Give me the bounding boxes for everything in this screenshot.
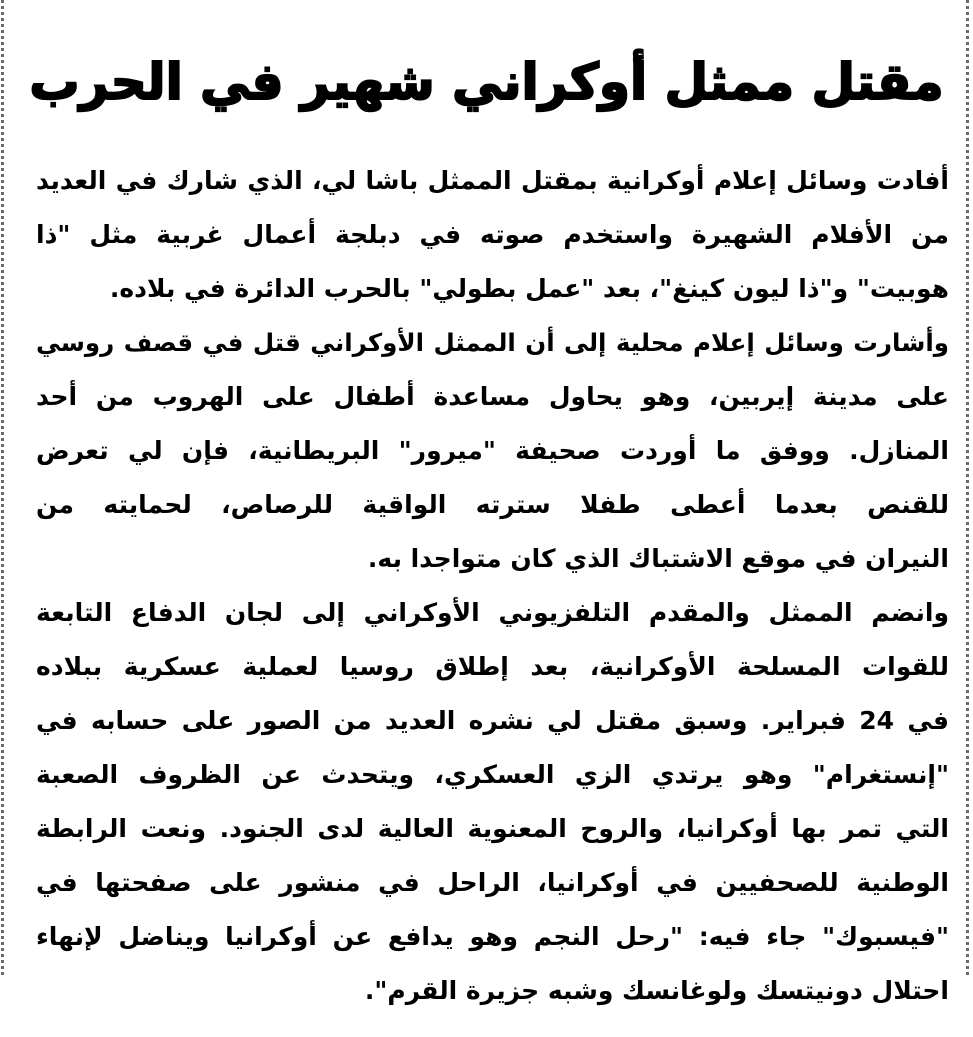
text-line: من الأفلام الشهيرة واستخدم صوته في دبلجة أعمال غربية مثل "ذا bbox=[36, 220, 949, 249]
text-line: المنازل. ووفق ما أوردت صحيفة "ميرور" البريطانية، فإن لي تعرض bbox=[36, 436, 949, 465]
text-line: "إنستغرام" وهو يرتدي الزي العسكري، ويتحدث عن الظروف الصعبة bbox=[36, 760, 949, 789]
text-line: على مدينة إيربين، وهو يحاول مساعدة أطفال على الهروب من أحد bbox=[36, 382, 949, 411]
text-line: الوطنية للصحفيين في أوكرانيا، الراحل في منشور على صفحتها في bbox=[36, 868, 949, 897]
text-line: للقنص بعدما أعطى طفلا سترته الواقية للرصاص، لحمايته من bbox=[36, 490, 949, 519]
paragraph-1 bbox=[36, 154, 949, 316]
text-line: وأشارت وسائل إعلام محلية إلى أن الممثل الأوكراني قتل في قصف روسي bbox=[36, 328, 949, 357]
text-line: للقوات المسلحة الأوكرانية، بعد إطلاق روسيا لعملية عسكرية ببلاده bbox=[36, 652, 949, 681]
text-line: هوبيت" و"ذا ليون كينغ"، بعد "عمل بطولي" بالحرب الدائرة في بلاده. bbox=[109, 274, 949, 303]
text-line: أفادت وسائل إعلام أوكرانية بمقتل الممثل باشا لي، الذي شارك في العديد bbox=[36, 166, 949, 195]
article-body bbox=[36, 154, 949, 1018]
text-line: وانضم الممثل والمقدم التلفزيوني الأوكراني إلى لجان الدفاع التابعة bbox=[36, 598, 949, 627]
right-dotted-border bbox=[966, 0, 969, 975]
text-line: التي تمر بها أوكرانيا، والروح المعنوية العالية لدى الجنود. ونعت الرابطة bbox=[36, 814, 949, 843]
text-line: النيران في موقع الاشتباك الذي كان متواجدا به. bbox=[367, 544, 949, 573]
headline: مقتل ممثل أوكراني شهير في الحرب bbox=[29, 53, 944, 111]
paragraph-2 bbox=[36, 316, 949, 586]
left-dotted-border bbox=[1, 0, 4, 975]
paragraph-3 bbox=[36, 586, 949, 1018]
text-line: "فيسبوك" جاء فيه: "رحل النجم وهو يدافع عن أوكرانيا ويناضل لإنهاء bbox=[36, 922, 949, 951]
text-line: في 24 فبراير. وسبق مقتل لي نشره العديد من الصور على حسابه في bbox=[36, 706, 949, 735]
text-line: احتلال دونيتسك ولوغانسك وشبه جزيرة القرم". bbox=[364, 976, 949, 1005]
